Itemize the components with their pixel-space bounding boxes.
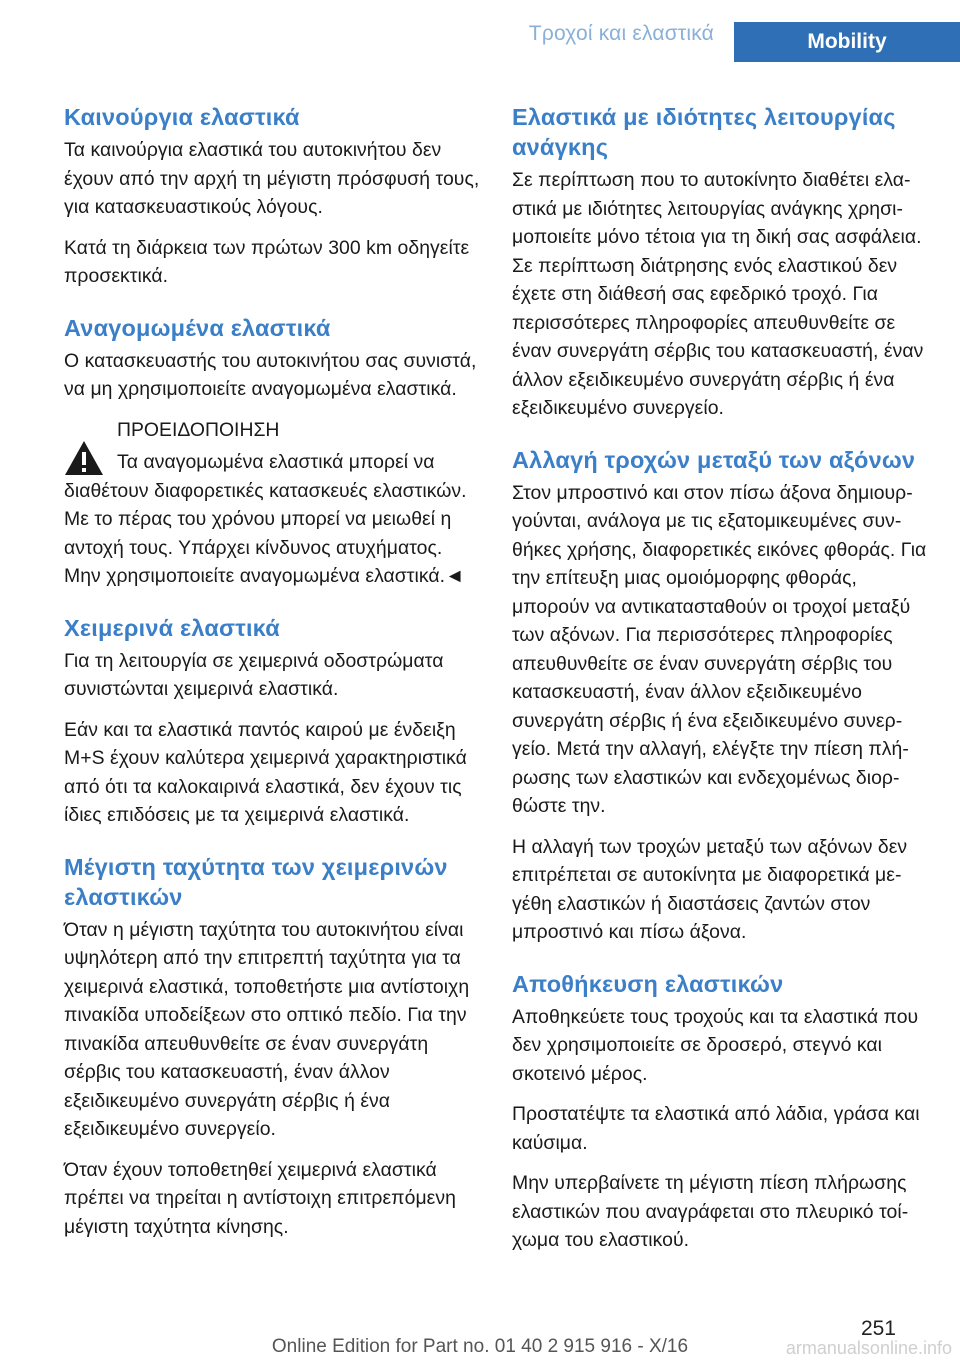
paragraph: Τα καινούργια ελαστικά του αυτοκινήτου δεν έχουν από την αρχή τη μέγιστη πρόσφυσή τους, για κατασκευαστικούς λόγους. [64, 139, 480, 218]
paragraph: Σε περίπτωση που το αυτοκίνητο διαθέτει ελαστικά με ιδιότητες λειτουργίας ανάγκης χρησιμοποιείτε μόνο τέτοια για τη δική σας ασφάλεια. Σε περίπτωση διάτρησης ενός ελαστικού δεν έχετε στη διάθεσή σας εφεδρικό τροχό. Για περισσότερες πληροφορίες απευθυνθείτε σε έναν συνεργάτη σέρβις του κατασκευαστή, έναν άλλον εξειδικευμένο συνεργάτη σέρβις ή ένα εξειδικευμένο συνεργείο. [512, 169, 924, 419]
section-title: Αναγομωμένα ελαστικά [64, 314, 331, 341]
paragraph: Όταν έχουν τοποθετηθεί χειμερινά ελαστικά πρέπει να τηρείται η αντίστοιχη επιτρεπόμενη μέγιστη ταχύτητα κίνησης. [64, 1158, 456, 1238]
left-column [64, 102, 482, 1263]
section-title: Καινούργια ελαστικά [64, 104, 300, 130]
paragraph: Όταν η μέγιστη ταχύτητα του αυτοκινήτου είναι υψηλότερη από την επιτρεπτή ταχύτητα για τα χειμερινά ελαστικά, τοποθετήστε μια αντίστοιχη πινακίδα υποδείξεων στο οπτικό πεδίο. Για την πινακίδα απευθυνθείτε σε έναν συνεργάτη σέρβις του κατασκευαστή, έναν άλλον εξειδικευμένο συνεργάτη σέρβις ή ένα εξειδικευμένο συνεργείο. [64, 918, 470, 1140]
header-chapter-tab: Mobility [734, 22, 960, 62]
paragraph: Η αλλαγή των τροχών μεταξύ των αξόνων δεν επιτρέπεται σε αυτοκίνητα με διαφορετικά μεγέθη ελαστικών ή διαστάσεις ζαντών στον μπροστινό και πίσω άξονα. [512, 835, 908, 943]
section-new-tires [64, 102, 482, 291]
paragraph: Μην υπερβαίνετε τη μέγιστη πίεση πλήρωσης ελαστικών που αναγράφεται στο πλευρικό τοίχωμα του ελαστικού. [512, 1172, 909, 1251]
section-winter-tire-max-speed [64, 852, 482, 1242]
paragraph: Για τη λειτουργία σε χειμερινά οδοστρώματα συνιστώνται χειμερινά ελαστικά. [64, 649, 444, 700]
section-run-flat-tires [512, 102, 930, 423]
header-section-title: Τροχοί και ελαστικά [528, 22, 714, 45]
paragraph: Εάν και τα ελαστικά παντός καιρού με ένδειξη M+S έχουν καλύτερα χειμερινά χαρακτηριστικά από ότι τα καλοκαιρινά ελαστικά, δεν έχουν τις ίδιες επιδόσεις με τα χειμερινά ελαστικά. [64, 718, 467, 826]
page-header [0, 0, 960, 64]
warning-title: ΠΡΟΕΙΔΟΠΟΙΗΣΗ [117, 418, 280, 441]
warning-triangle-icon [64, 440, 104, 476]
warning-box [64, 416, 482, 591]
section-title: Μέγιστη ταχύτητα των χειμερινών ελαστικών [64, 853, 448, 910]
right-column [512, 102, 930, 1277]
paragraph: Στον μπροστινό και στον πίσω άξονα δημιουργούνται, ανάλογα με τις εξατομικευμένες συνθήκες χρήσης, διαφορετικές εικόνες φθοράς. Για την επίτευξη μιας ομοιόμορφης φθοράς, μπορούν να αντικατασταθούν οι τροχοί μεταξύ των αξόνων. Για περισσότερες πληροφορίες απευθυνθείτε σε έναν συνεργάτη σέρβις του κατασκευαστή, έναν άλλον εξειδικευμένο συνεργάτη σέρβις ή ένα εξειδικευμένο συνεργείο. Μετά την αλλαγή, ελέγξτε την πίεση πλήρωσης των ελαστικών και ενδεχομένως διορθώστε την. [512, 481, 927, 817]
section-title: Χειμερινά ελαστικά [64, 614, 280, 641]
paragraph: Κατά τη διάρκεια των πρώτων 300 km οδηγείτε προσεκτικά. [64, 236, 470, 287]
edition-footer: Online Edition for Part no. 01 40 2 915 916 - X/16 [271, 1336, 689, 1357]
watermark-text: armanualsonline.info [785, 1338, 952, 1358]
section-title: Αποθήκευση ελαστικών [512, 970, 784, 997]
section-title: Αλλαγή τροχών μεταξύ των αξόνων [512, 446, 916, 473]
section-retreaded-tires [64, 313, 482, 404]
section-winter-tires [64, 613, 482, 830]
section-title: Ελαστικά με ιδιότητες λειτουργίας ανάγκης [512, 104, 896, 160]
paragraph: Αποθηκεύετε τους τροχούς και τα ελαστικά που δεν χρησιμοποιείτε σε δροσερό, στεγνό και σκοτεινό μέρος. [512, 1005, 919, 1085]
section-wheel-rotation [512, 445, 930, 947]
section-tire-storage [512, 969, 930, 1255]
warning-text: διαθέτουν διαφορετικές κατασκευές ελαστικών. Με το πέρας του χρόνου μπορεί να μειωθεί η αντοχή τους. Υπάρχει κίνδυνος ατυχήματος. Μην χρησιμοποιείτε αναγομωμένα ελαστικά.◄ [64, 479, 467, 587]
page-number: 251 [860, 1317, 896, 1340]
paragraph: Προστατέψτε τα ελαστικά από λάδια, γράσα και καύσιμα. [512, 1103, 920, 1154]
warning-text: Τα αναγομωμένα ελαστικά μπορεί να [117, 451, 435, 473]
paragraph: Ο κατασκευαστής του αυτοκινήτου σας συνιστά, να μη χρησιμοποιείτε αναγομωμένα ελαστικά. [64, 349, 477, 400]
